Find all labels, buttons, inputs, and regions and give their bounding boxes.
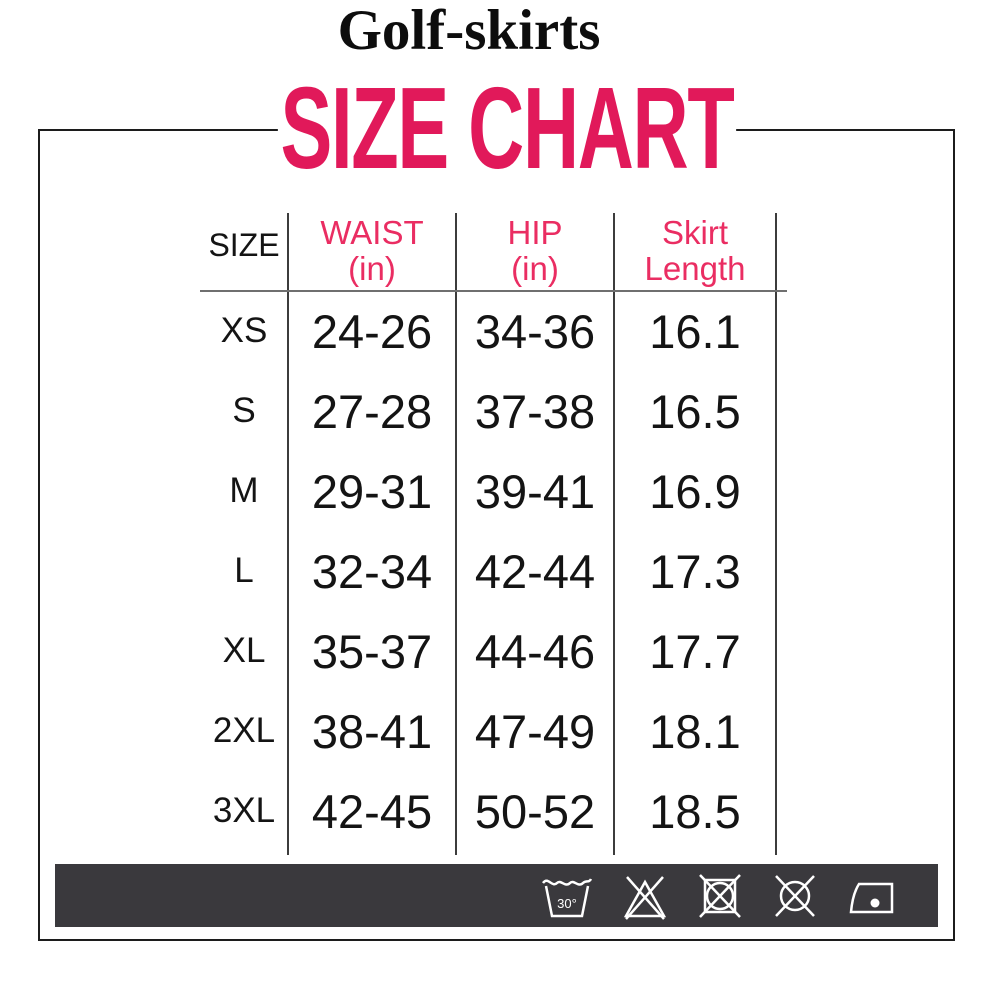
hip-value: 39-41	[474, 464, 596, 518]
column-header-line: HIP	[507, 213, 563, 251]
column-header-skirt-length	[614, 211, 776, 291]
hip-value: 37-38	[474, 384, 596, 438]
column-header-waist	[288, 211, 456, 291]
size-label: XL	[222, 631, 266, 670]
skirt-length-value: 16.5	[649, 384, 741, 438]
size-label: S	[232, 391, 256, 430]
iron-low-heat-icon	[846, 871, 900, 921]
hip-value: 34-36	[474, 304, 596, 358]
column-header-line: WAIST	[320, 213, 424, 251]
skirt-length-value: 16.1	[649, 304, 741, 358]
waist-value: 29-31	[311, 464, 433, 518]
size-label: 3XL	[212, 791, 276, 830]
size-chart-heading: SIZE CHART	[278, 70, 736, 186]
waist-value: 42-45	[311, 784, 433, 838]
size-label: XS	[220, 311, 268, 350]
brand-title: Golf-skirts	[337, 0, 601, 62]
machine-wash-30-icon	[540, 871, 594, 921]
waist-value: 38-41	[311, 704, 433, 758]
waist-value: 24-26	[311, 304, 433, 358]
size-label: 2XL	[212, 711, 276, 750]
skirt-length-value: 18.5	[649, 784, 741, 838]
column-header-hip	[456, 211, 614, 291]
column-header-line: Skirt	[662, 213, 728, 251]
do-not-tumble-dry-icon	[696, 871, 744, 921]
do-not-bleach-icon	[621, 871, 669, 921]
size-table	[200, 211, 776, 851]
waist-value: 35-37	[311, 624, 433, 678]
column-header-line: SIZE	[208, 227, 280, 264]
column-header-line: (in)	[511, 250, 559, 287]
size-label: L	[234, 551, 254, 590]
skirt-length-value: 16.9	[649, 464, 741, 518]
do-not-dry-clean-icon	[771, 871, 819, 921]
hip-value: 44-46	[474, 624, 596, 678]
skirt-length-value: 17.3	[649, 544, 741, 598]
waist-value: 32-34	[311, 544, 433, 598]
hip-value: 47-49	[474, 704, 596, 758]
hip-value: 42-44	[474, 544, 596, 598]
wash-temperature-label: 30°	[557, 895, 577, 911]
column-header-size	[200, 201, 288, 291]
hip-value: 50-52	[474, 784, 596, 838]
column-header-line: Length	[644, 250, 746, 287]
size-label: M	[229, 471, 259, 510]
skirt-length-value: 18.1	[649, 704, 741, 758]
column-header-line: (in)	[348, 250, 396, 287]
waist-value: 27-28	[311, 384, 433, 438]
care-instructions-bar	[55, 864, 938, 927]
skirt-length-value: 17.7	[649, 624, 741, 678]
